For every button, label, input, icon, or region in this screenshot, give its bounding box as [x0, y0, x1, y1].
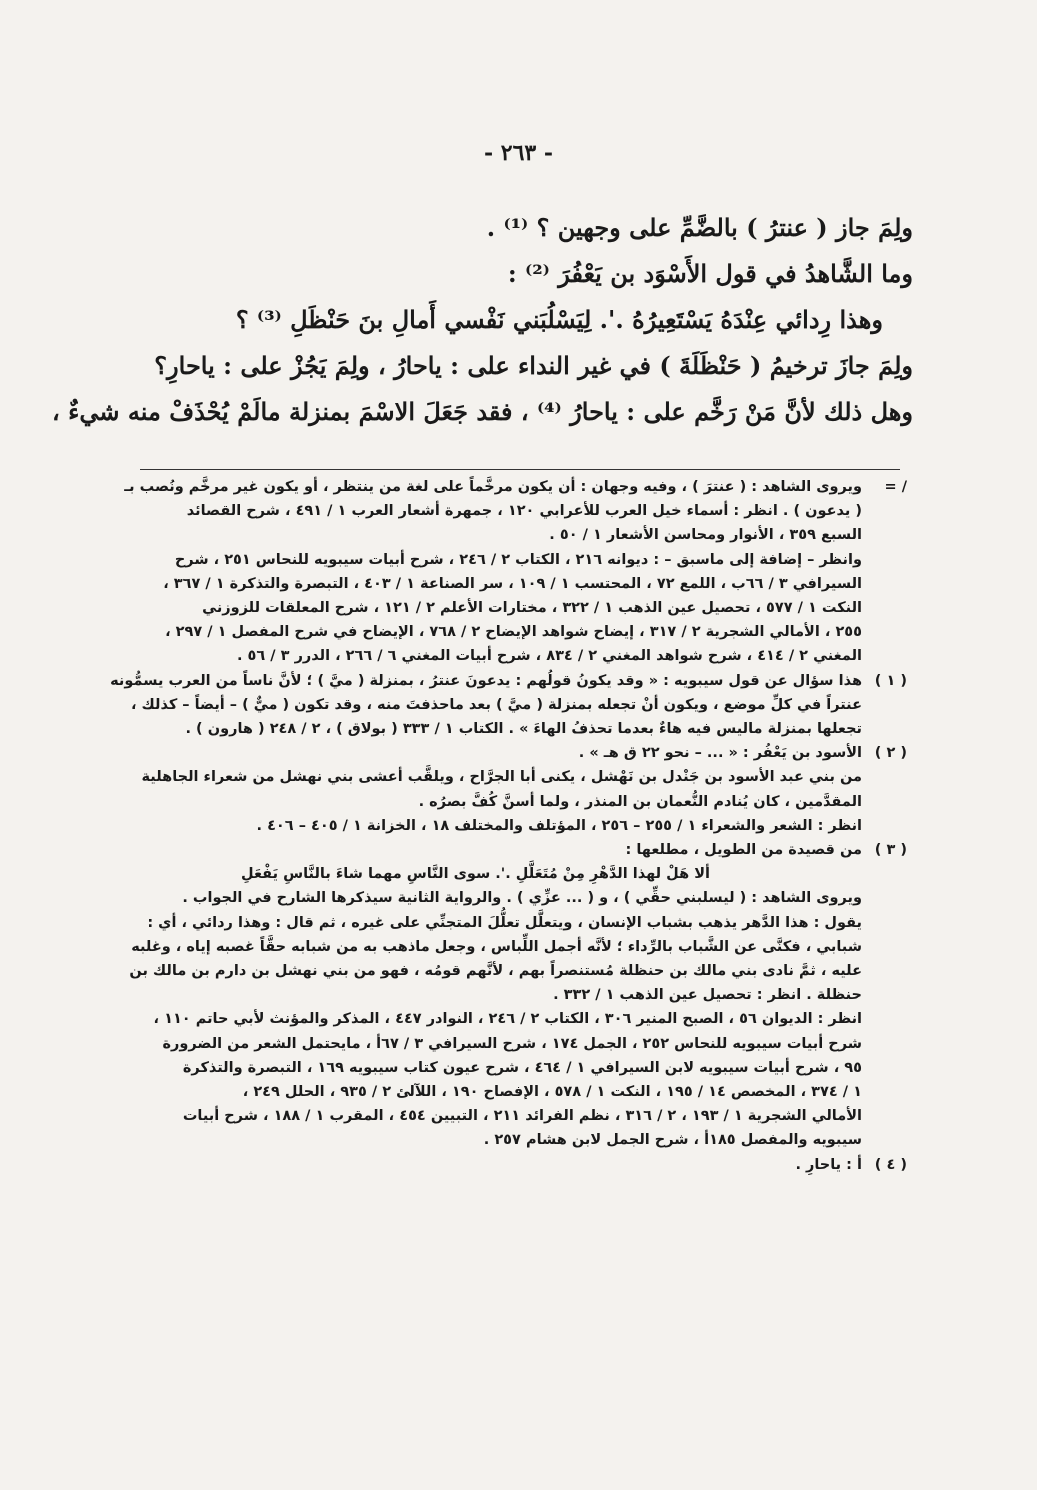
footnote-line: النكت ١ / ٥٧٧ ، تحصيل عين الذهب ١ / ٣٢٢ ، مختارات الأعلم ٢ / ١٢١ ، شرح المعلقات للزوزني	[202, 600, 862, 617]
footnote-line: شبابي ، فكنَّى عن الشَّباب بالرِّداء ؛ لأنَّه أجمل اللِّباس ، وجعل ماذهب به من شبابه حقَّاً غصبه إياه ، وغلبه	[131, 938, 862, 955]
footnote-line: عليه ، ثمَّ نادى بني مالك بن حنظلة مُستنصراً بهم ، لأنَّهم قومُه ، فهو من بني نهشل بن دارم بن مالك بن	[129, 963, 862, 980]
main-line: وهل ذلك لأنَّ مَنْ رَخَّم على : ياحارُ ⁽⁴⁾ ، فقد جَعَلَ الاسْمَ بمنزلة مالَمْ يُحْذَفْ منه شيءٌ ،	[52, 397, 913, 426]
footnote-marker: ( ٢ )	[874, 745, 907, 762]
footnote-line: السبع ٣٥٩ ، الأنوار ومحاسن الأشعار ١ / ٥٠ .	[549, 527, 862, 544]
footnote-line: من بني عبد الأسود بن جَنْدل بن نَهْشل ، يكنى أبا الجرَّاح ، ويلقَّب أعشى بني نهشل من شعراء الجاهلية	[141, 769, 862, 786]
footnote-line: ويروى الشاهد : ( عنترَ ) ، وفيه وجهان : أن يكون مرخَّماً على لغة من ينتظر ، أو يكون غير مرخَّم ونُصب بـ	[124, 479, 862, 495]
footnote-marker: ( ٣ )	[874, 842, 907, 859]
footnote-line: من قصيدة من الطويل ، مطلعها :	[625, 842, 862, 859]
footnote-4	[129, 1153, 907, 1177]
footnote-separator	[140, 469, 900, 470]
footnote-line: ٢٥٥ ، الأمالي الشجرية ٢ / ٣١٧ ، إيضاح شواهد الإيضاح ٢ / ٧٦٨ ، الإيضاح في شرح المفصل ١ / ٢٩٧ ،	[165, 624, 862, 641]
footnote-line: سيبويه والمفصل ١٨٥أ ، شرح الجمل لابن هشام ٢٥٧ .	[483, 1132, 862, 1149]
footnote-line: حنظلة . انظر : تحصيل عين الذهب ١ / ٣٣٢ .	[553, 987, 862, 1004]
footnote-line: المغني ٢ / ٤١٤ ، شرح شواهد المغني ٢ / ٨٣٤ ، شرح أبيات المغني ٦ / ٢٦٦ ، الدرر ٣ / ٥٦ .	[236, 648, 862, 665]
footnote-line: وانظر – إضافة إلى ماسبق – : ديوانه ٢١٦ ، الكتاب ٢ / ٢٤٦ ، شرح أبيات سيبويه للنحاس ٢٥١ ، شرح	[174, 551, 862, 568]
footnote-line: ( يدعون ) . انظر : أسماء خيل العرب للأعرابي ١٢٠ ، جمهرة أشعار العرب ١ / ٤٩١ ، شرح القصائد	[186, 503, 862, 520]
footnote-line: السيرافي ٣ / ٦٦ب ، اللمع ٧٢ ، المحتسب ١ / ١٠٩ ، سر الصناعة ١ / ٤٠٣ ، التبصرة والتذكرة ١ / ٣٦٧ ،	[163, 575, 862, 592]
footnote-line: انظر : الديوان ٥٦ ، الصبح المنير ٣٠٦ ، الكتاب ٢ / ٢٤٦ ، النوادر ٤٤٧ ، المذكر والمؤنث لأبي حاتم ١١٠ ،	[153, 1011, 862, 1028]
footnote-line: أ : ياحارِ .	[795, 1156, 862, 1173]
footnote-line: تجعلها بمنزلة ماليس فيه هاءٌ بعدما تحذفُ الهاءَ » . الكتاب ١ / ٣٣٣ ( بولاق ) ، ٢ / ٢٤٨ ( هارون ) .	[185, 721, 862, 738]
main-line: ولِمَ جاز ( عنترُ ) بالضَّمِّ على وجهين ؟ ⁽¹⁾ .	[486, 213, 913, 242]
footnote-line: الأمالي الشجرية ١ / ١٩٣ ، ٢ / ٣١٦ ، نظم الفرائد ٢١١ ، التبيين ٤٥٤ ، المقرب ١ / ١٨٨ ، شرح أبيات	[182, 1108, 862, 1125]
footnote-line: يقول : هذا الدَّهر يذهب بشباب الإنسان ، ويتعلَّل تعلُّلَ المتجنِّي على غيره ، ثم قال : وهذا ردائي ، أي :	[147, 914, 862, 931]
footnote-line: ٩٥ ، شرح أبيات سيبويه لابن السيرافي ١ / ٤٦٤ ، شرح عيون كتاب سيبويه ١٦٩ ، التبصرة والتذكرة	[182, 1059, 862, 1076]
page-number: - ٢٦٣ -	[483, 140, 554, 166]
footnote-line: ويروى الشاهد : ( ليسلبني حقِّي ) ، و ( ... عزِّي ) . والرواية الثانية سيذكرها الشارح في الجواب .	[182, 890, 862, 907]
footnote-3	[129, 838, 907, 1153]
main-text	[52, 205, 913, 435]
main-line: وما الشَّاهدُ في قول الأَسْوَد بن يَعْفُرَ ⁽²⁾ :	[507, 259, 913, 288]
footnote-line: الأسود بن يَعْفُر : « ... – نحو ٢٢ ق هـ » .	[578, 745, 862, 762]
footnote-line: عنتراً في كلِّ موضع ، ويكون أنْ تجعله بمنزلة ( ميَّ ) بعد ماحذفتَ منه ، وقد تكون ( ميٌّ ) – أيضاً – كذلك ،	[130, 696, 862, 713]
footnote-marker: ( ٤ )	[874, 1156, 907, 1173]
poetry-verse: وهذا رِدائي عِنْدَهُ يَسْتَعِيرُهُ .'. لِيَسْلُبَني نَفْسي أَمالِ بنَ حَنْظَلِ ⁽³⁾ ؟	[235, 305, 883, 334]
footnote-line: شرح أبيات سيبويه للنحاس ٢٥٢ ، الجمل ١٧٤ ، شرح السيرافي ٣ / ٦٧أ ، مايحتمل الشعر من الضرورة	[162, 1035, 862, 1052]
footnote-continued	[124, 475, 907, 669]
footnote-line: ١ / ٣٧٤ ، المخصص ١٤ / ١٩٥ ، النكت ١ / ٥٧٨ ، الإفصاح ١٩٠ ، اللآلئ ٢ / ٩٣٥ ، الحلل ٢٤٩ ،	[242, 1084, 862, 1101]
footnote-line: هذا سؤال عن قول سيبويه : « وقد يكونُ قولُهم : يدعونَ عنترُ ، بمنزلة ( ميَّ ) ؛ لأنَّ ناساً من العرب يسمُّونه	[110, 672, 862, 689]
main-line: ولِمَ جازَ ترخيمُ ( حَنْظَلَةَ ) في غير النداء على : ياحارُ ، ولِمَ يَجُزْ على : ياحارِ؟	[154, 351, 913, 380]
footnote-poetry-verse: ألا هَلْ لهذا الدَّهْرِ مِنْ مُتَعَلَّلِ .'. سوى النَّاسِ مهما شاءَ بالنَّاسِ يَفْعَلِ	[241, 866, 710, 883]
footnote-marker: ( ١ )	[874, 672, 907, 689]
footnote-marker: / =	[884, 479, 907, 495]
footnote-2	[129, 741, 907, 838]
footnote-line: المقدَّمين ، كان يُنادم النُّعمان بن المنذر ، ولما أسنَّ كُفَّ بصرُه .	[418, 793, 862, 810]
footnote-line: انظر : الشعر والشعراء ١ / ٢٥٥ – ٢٥٦ ، المؤتلف والمختلف ١٨ ، الخزانة ١ / ٤٠٥ – ٤٠٦ .	[256, 817, 862, 834]
footnote-1	[110, 669, 907, 742]
footnotes	[110, 475, 907, 1177]
